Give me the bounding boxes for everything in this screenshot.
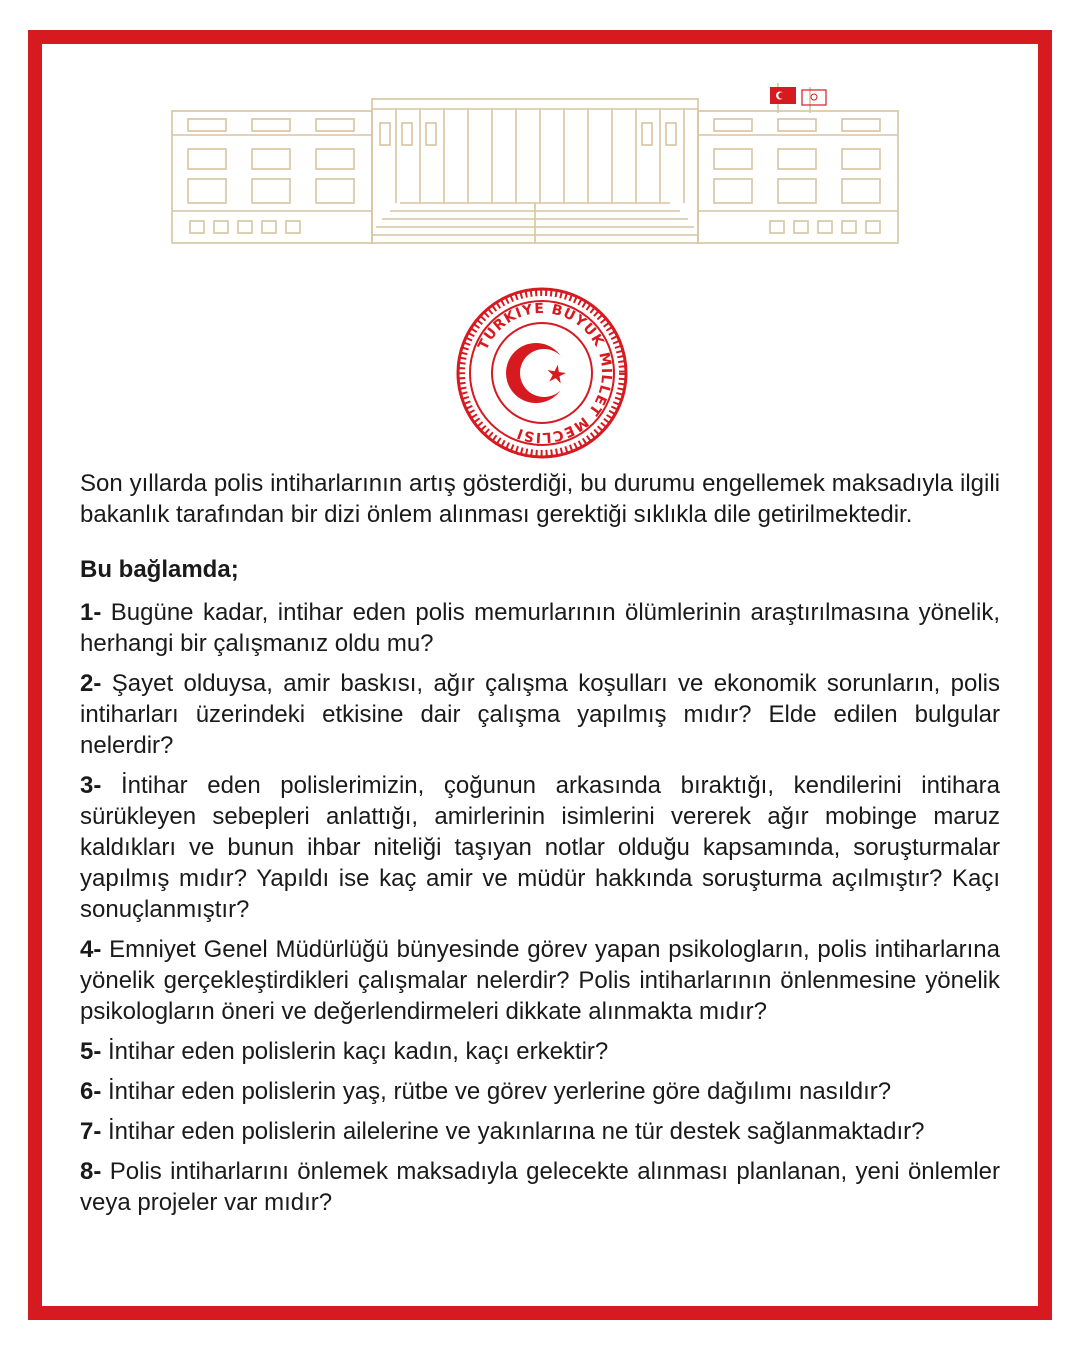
parliament-building-illustration (170, 83, 900, 248)
tbmm-emblem (456, 287, 628, 459)
question-item (80, 1156, 1000, 1218)
emblem-ring-text: TÜRKİYE BÜYÜK MİLLET MECLİSİ (475, 300, 615, 446)
question-number: 2- (80, 670, 102, 697)
question-text: İntihar eden polislerin yaş, rütbe ve görev yerlerine göre dağılımı nasıldır? (108, 1078, 892, 1105)
question-number: 7- (80, 1118, 102, 1145)
question-item (80, 1116, 1000, 1147)
question-text: İntihar eden polislerin ailelerine ve yakınlarına ne tür destek sağlanmaktadır? (108, 1118, 925, 1145)
question-number: 4- (80, 936, 102, 963)
question-text: Şayet olduysa, amir baskısı, ağır çalışma koşulları ve ekonomik sorunların, polis intiharları üzerindeki etkisine dair çalışma yapılmış mıdır? Elde edilen bulgular nelerdir? (80, 670, 1001, 759)
question-text: İntihar eden polislerin kaçı kadın, kaçı erkektir? (108, 1038, 609, 1065)
question-text: Polis intiharlarını önlemek maksadıyla gelecekte alınması planlanan, yeni önlemler veya projeler var mıdır? (80, 1158, 1000, 1216)
intro-paragraph: Son yıllarda polis intiharlarının artış gösterdiği, bu durumu engellemek maksadıyla ilgili bakanlık tarafından bir dizi önlem alınması gerektiği sıklıkla dile getirilmektedir. (80, 470, 1000, 528)
question-number: 3- (80, 772, 102, 799)
question-item (80, 1076, 1000, 1107)
lead-heading: Bu bağlamda; (80, 556, 239, 583)
question-item (80, 770, 1000, 925)
question-number: 8- (80, 1158, 102, 1185)
question-item (80, 934, 1000, 1027)
question-item (80, 1036, 1000, 1067)
question-number: 6- (80, 1078, 102, 1105)
question-text: Bugüne kadar, intihar eden polis memurlarının ölümlerinin araştırılmasına yönelik, herhangi bir çalışmanız oldu mu? (80, 599, 1000, 657)
question-number: 1- (80, 599, 102, 626)
document-body (80, 468, 1000, 1227)
question-text: Emniyet Genel Müdürlüğü bünyesinde görev yapan psikologların, polis intiharlarına yönelik gerçekleştirdikleri çalışmalar nelerdir? Polis intiharlarının önlenmesine yönelik psikologların öneri ve değerlendirmeleri dikkate alınmakta mıdır? (80, 936, 1000, 1025)
question-item (80, 597, 1000, 659)
question-text: İntihar eden polislerimizin, çoğunun arkasında bıraktığı, kendilerini intihara sürükleyen sebepleri anlattığı, amirlerinin isimlerini vererek ağır mobinge maruz kaldıkları ve bunun ihbar niteliği taşıyan notlar olduğu kapsamında, soruşturmalar yapılmış mıdır? Yapıldı ise kaç amir ve müdür hakkında soruşturma açılmıştır? Kaçı sonuçlanmıştır? (80, 772, 1001, 923)
question-item (80, 668, 1000, 761)
question-number: 5- (80, 1038, 102, 1065)
